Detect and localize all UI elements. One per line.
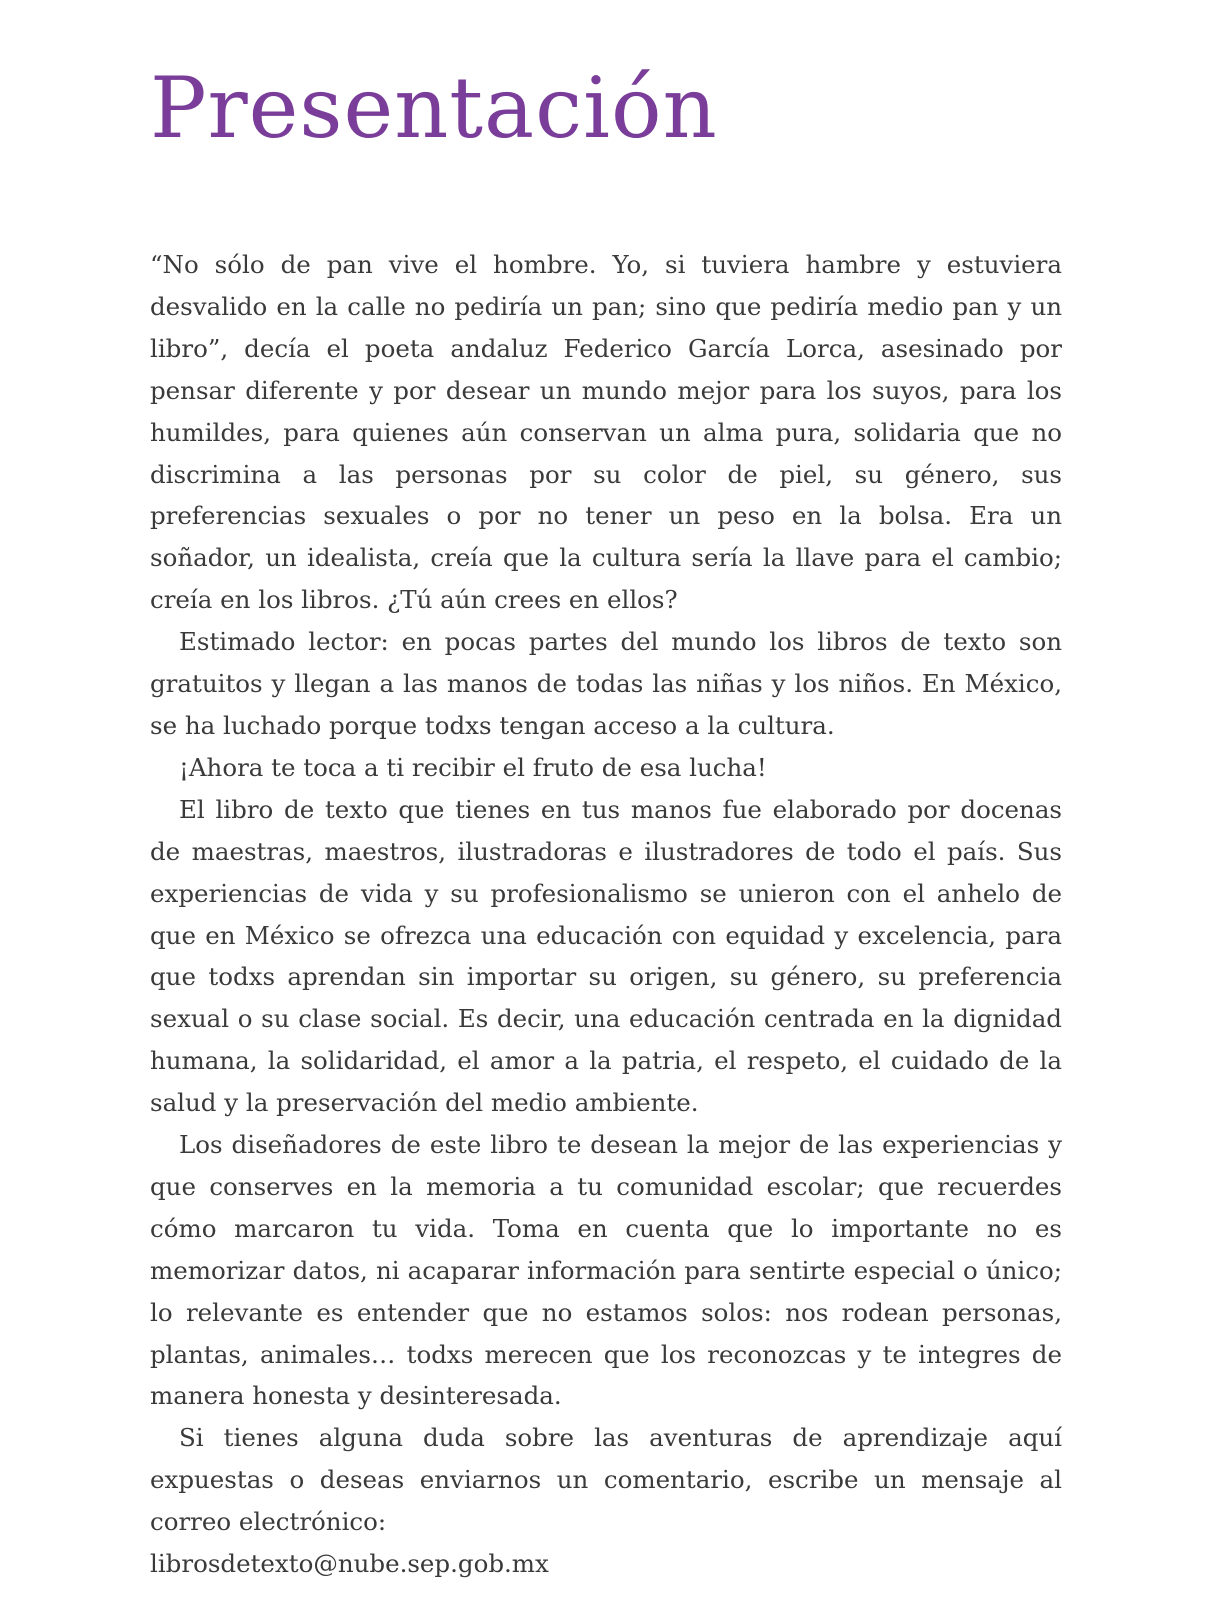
presentation-body [150,244,1062,1585]
paragraph-disenadores: Los diseñadores de este libro te desean la mejor de las experiencias y que conserves en la memoria a tu comunidad escolar; que recuerdes cómo marcaron tu vida. Toma en cuenta que lo importante no es memorizar datos, ni acaparar información para sentirte especial o único; lo relevante es entender que no estamos solos: nos rodean personas, plantas, animales… todxs merecen que los reconozcas y te integres de manera honesta y desinteresada. [150,1130,1062,1411]
paragraph-ahora-te-toca: ¡Ahora te toca a ti recibir el fruto de esa lucha! [179,752,767,782]
paragraph-contacto: Si tienes alguna duda sobre las aventuras de aprendizaje aquí expuestas o deseas enviarnos un comentario, escribe un mensaje al correo electrónico: [150,1423,1062,1537]
contact-email: librosdetexto@nube.sep.gob.mx [150,1549,549,1579]
page-title: Presentación [150,59,718,157]
paragraph-estimado-lector: Estimado lector: en pocas partes del mundo los libros de texto son gratuitos y llegan a las manos de todas las niñas y los niños. En México, se ha luchado porque todxs tengan acceso a la cultura. [150,627,1062,740]
paragraph-libro-de-texto: El libro de texto que tienes en tus manos fue elaborado por docenas de maestras, maestros, ilustradoras e ilustradores de todo el país. Sus experiencias de vida y su profesionalismo se unieron con el anhelo de que en México se ofrezca una educación con equidad y excelencia, para que todxs aprendan sin importar su origen, su género, su preferencia sexual o su clase social. Es decir, una educación centrada en la dignidad humana, la solidaridad, el amor a la patria, el respeto, el cuidado de la salud y la preservación del medio ambiente. [150,794,1062,1118]
paragraph-lorca-quote: “No sólo de pan vive el hombre. Yo, si tuviera hambre y estuviera desvalido en la calle no pediría un pan; sino que pediría medio pan y un libro”, decía el poeta andaluz Federico García Lorca, asesinado por pensar diferente y por desear un mundo mejor para los suyos, para los humildes, para quienes aún conservan un alma pura, solidaria que no discrimina a las personas por su color de piel, su género, sus preferencias sexuales o por no tener un peso en la bolsa. Era un soñador, un idealista, creía que la cultura sería la llave para el cambio; creía en los libros. ¿Tú aún crees en ellos? [150,250,1062,615]
